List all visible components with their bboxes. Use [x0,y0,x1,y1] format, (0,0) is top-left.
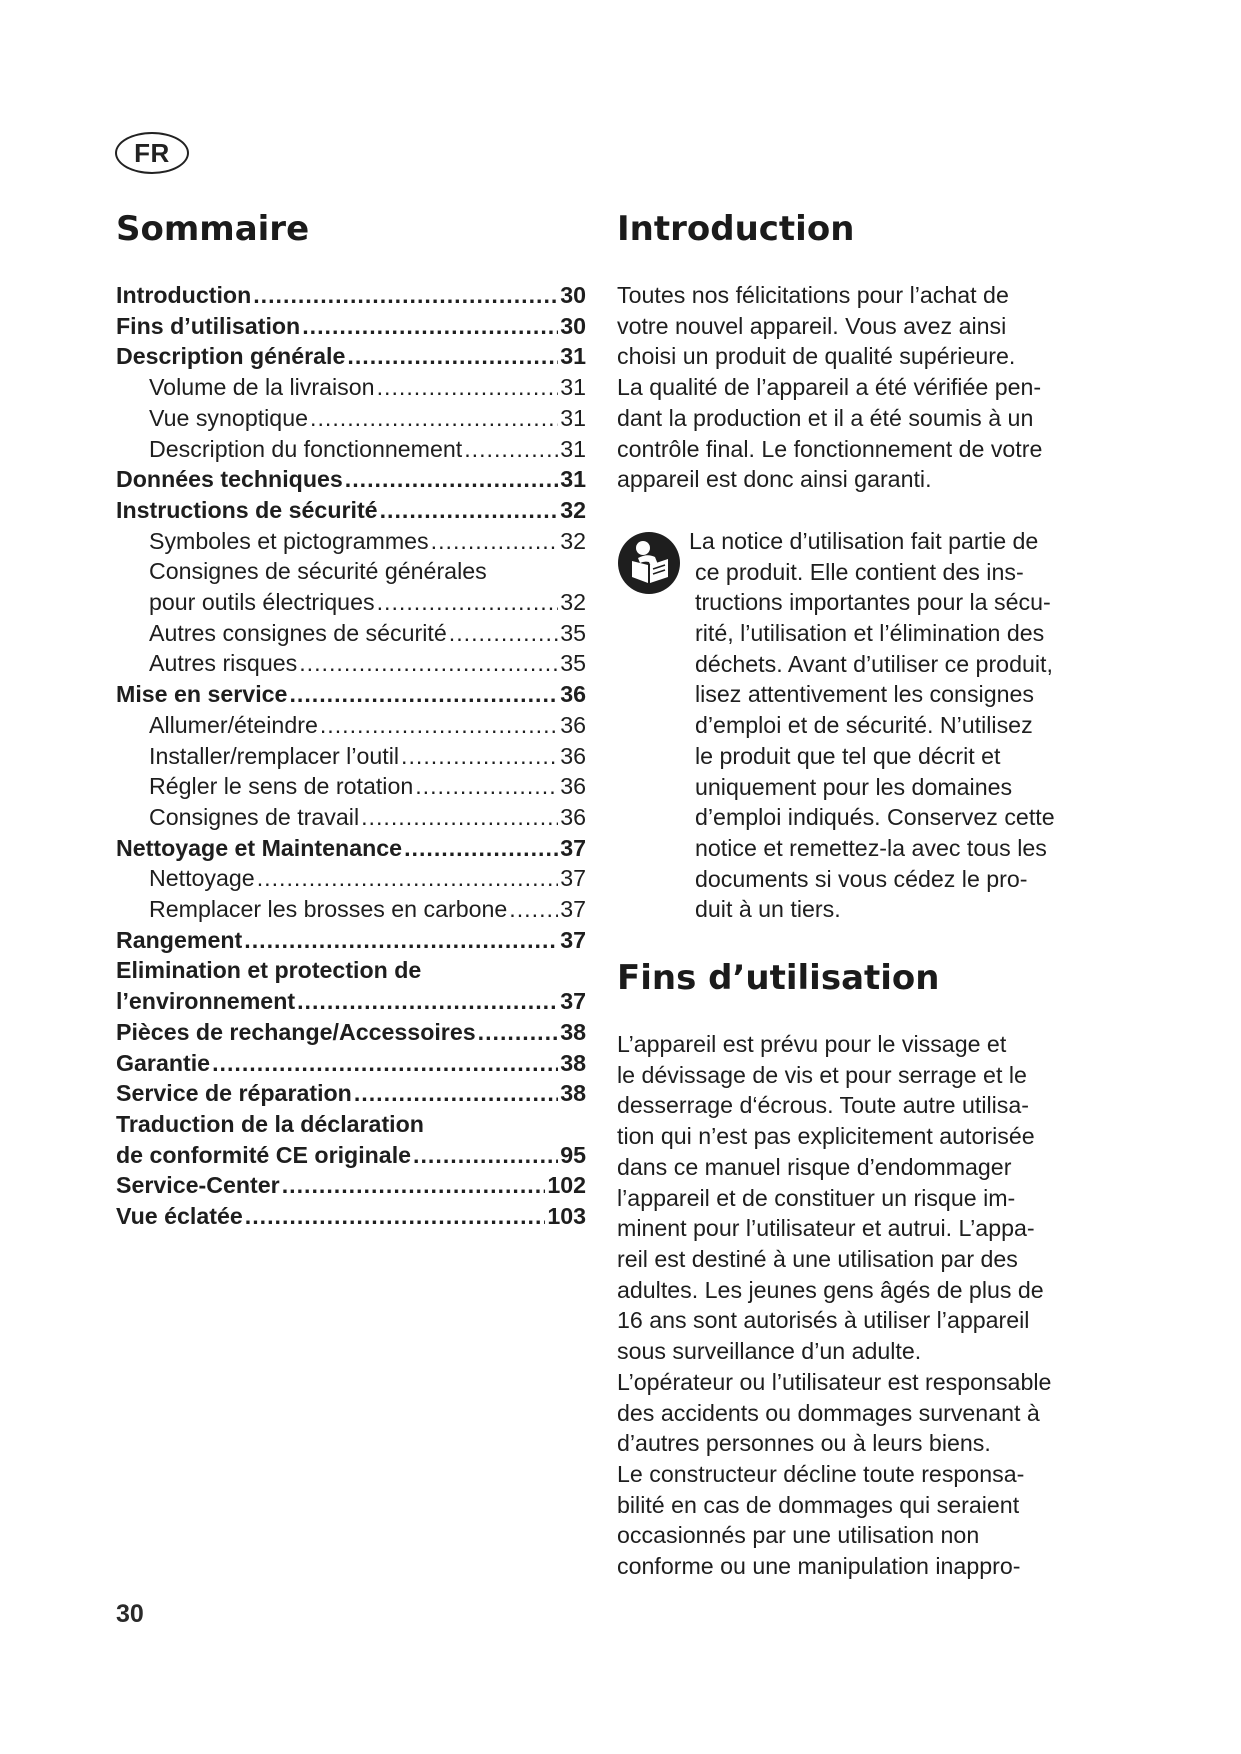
text-line: La notice d’utilisation fait partie de [689,527,1039,554]
toc-entry [116,1109,586,1140]
text-line: Toutes nos félicitations pour l’achat de [617,282,1009,308]
toc-leader-dots [299,648,558,679]
toc-entry-page: 36 [560,803,586,830]
intended-use-paragraph [617,1029,1097,1582]
toc-entry [116,1017,586,1048]
text-line: conforme ou une manipulation inappro- [617,1553,1021,1580]
text-line: tructions importantes pour la sécu- [695,589,1051,616]
text-line: duit à un tiers. [695,896,841,923]
toc-entry [116,311,586,342]
toc-leader-dots [377,372,559,403]
toc-entry-page: 38 [560,1080,586,1107]
text-line: le dévissage de vis et pour serrage et le [617,1061,1027,1088]
text-line: bilité en cas de dommages qui seraient [617,1491,1020,1518]
toc-leader-dots [509,894,558,925]
toc-entry [116,556,586,587]
toc-entry-title: l’environnement [116,988,296,1015]
toc-entry-page: 37 [560,988,586,1015]
toc-entry [116,741,586,772]
toc-entry-title: Mise en service [116,681,288,708]
toc-leader-dots [212,1048,558,1079]
toc-entry [116,341,586,372]
toc-entry-page: 31 [560,343,586,370]
toc-entry-title: Régler le sens de rotation [149,773,414,800]
read-manual-icon [617,531,681,595]
toc-entry-title: Nettoyage [149,865,255,892]
page-number: 30 [116,1600,144,1628]
text-line: l’appareil et de constituer un risque im- [617,1184,1016,1211]
toc-entry [116,1048,586,1079]
toc-leader-dots [345,464,558,495]
toc-entry-title: de conformité CE originale [116,1141,412,1168]
toc-entry-title: Garantie [116,1049,211,1076]
toc-entry-page: 38 [560,1018,586,1045]
toc-entry-page: 32 [560,527,586,554]
toc-entry [116,587,586,618]
text-line: notice et remettez-la avec tous les [695,834,1047,861]
text-line: L’appareil est prévu pour le vissage et [617,1031,1007,1058]
toc-entry [116,925,586,956]
toc-entry-title: Rangement [116,926,243,953]
toc-leader-dots [253,280,558,311]
toc-entry [116,955,586,986]
toc-heading: Sommaire [116,209,310,249]
toc-entry-page: 37 [560,834,586,861]
toc-leader-dots [415,771,558,802]
toc-entry [116,679,586,710]
text-line: reil est destiné à une utilisation par des [617,1245,1018,1272]
toc-list [116,280,586,1232]
toc-entry-title: Vue éclatée [116,1203,243,1230]
text-line: lisez attentivement les consignes [695,681,1034,708]
toc-entry-page: 30 [560,312,586,339]
toc-leader-dots [354,1078,558,1109]
toc-entry-title: Service de réparation [116,1080,352,1107]
text-line: choisi un produit de qualité supérieure. [617,343,1016,370]
toc-entry-page: 31 [560,374,586,401]
language-badge: FR [115,132,189,174]
text-line: d’autres personnes ou à leurs biens. [617,1430,991,1457]
toc-entry-page: 36 [560,711,586,738]
toc-entry-title: Consignes de travail [149,803,360,830]
text-line: d’emploi et de sécurité. N’utilisez [695,712,1033,739]
toc-entry-title: Consignes de sécurité générales [149,558,487,585]
introduction-heading: Introduction [617,209,855,249]
toc-entry [116,403,586,434]
toc-leader-dots [380,495,559,526]
text-line: adultes. Les jeunes gens âgés de plus de [617,1276,1044,1303]
toc-leader-dots [245,1201,546,1232]
table-of-contents [116,205,586,1232]
toc-leader-dots [464,434,558,465]
text-line: Le constructeur décline toute responsa- [617,1460,1025,1487]
toc-entry [116,464,586,495]
toc-leader-dots [320,710,558,741]
toc-entry-title: Volume de la livraison [149,374,375,401]
text-line: le produit que tel que décrit et [695,742,1001,769]
toc-entry-title: Pièces de rechange/Accessoires [116,1018,476,1045]
toc-entry-page: 32 [560,589,586,616]
text-line: uniquement pour les domaines [695,773,1013,800]
intended-use-heading: Fins d’utilisation [617,958,940,999]
toc-entry [116,1170,586,1201]
toc-entry [116,526,586,557]
toc-entry-page: 38 [560,1049,586,1076]
toc-entry-title: Instructions de sécurité [116,496,378,523]
toc-leader-dots [289,679,558,710]
text-line: documents si vous cédez le pro- [695,865,1028,892]
toc-entry [116,434,586,465]
text-line: ce produit. Elle contient des ins- [695,558,1024,585]
text-line: dant la production et il a été soumis à un [617,404,1034,431]
toc-entry-title: Vue synoptique [149,404,308,431]
toc-entry-page: 95 [560,1141,586,1168]
toc-entry-title: Description générale [116,343,346,370]
text-line: La qualité de l’appareil a été vérifiée pen- [617,374,1042,401]
toc-leader-dots [401,741,558,772]
toc-leader-dots [297,986,558,1017]
toc-entry-page: 36 [560,681,586,708]
toc-entry-title: Elimination et protection de [116,957,422,984]
toc-entry-page: 31 [560,404,586,431]
toc-entry-page: 37 [560,865,586,892]
content-column [617,205,1097,1582]
toc-entry-page: 37 [560,896,586,923]
toc-entry-title: Fins d’utilisation [116,312,301,339]
toc-entry [116,1078,586,1109]
introduction-paragraph [617,280,1097,495]
toc-entry-page: 36 [560,742,586,769]
toc-entry-title: Description du fonctionnement [149,435,463,462]
text-line: minent pour l’utilisateur et autrui. L’appa- [617,1215,1035,1242]
toc-leader-dots [302,311,558,342]
text-line: L’opérateur ou l’utilisateur est responsable [617,1368,1052,1395]
toc-leader-dots [257,863,559,894]
text-line: tion qui n’est pas explicitement autorisée [617,1123,1035,1150]
toc-entry-title: Nettoyage et Maintenance [116,834,403,861]
toc-leader-dots [347,341,558,372]
toc-entry-title: Introduction [116,282,252,308]
toc-leader-dots [449,618,558,649]
text-line: appareil est donc ainsi garanti. [617,466,932,493]
toc-leader-dots [244,925,558,956]
toc-entry-page: 31 [560,435,586,462]
toc-entry-title: Remplacer les brosses en carbone [149,896,508,923]
toc-entry [116,710,586,741]
toc-entry [116,894,586,925]
toc-entry-page: 37 [560,926,586,953]
text-line: votre nouvel appareil. Vous avez ainsi [617,312,1007,339]
text-line: dans ce manuel risque d’endommager [617,1153,1012,1180]
toc-entry [116,771,586,802]
toc-entry-title: Symboles et pictogrammes [149,527,429,554]
toc-leader-dots [377,587,559,618]
toc-entry-page: 35 [560,650,586,677]
text-line: desserrage d‘écrous. Toute autre utilisa- [617,1092,1030,1119]
toc-entry-page: 35 [560,619,586,646]
toc-entry-title: pour outils électriques [149,589,375,616]
text-line: rité, l’utilisation et l’élimination des [695,620,1045,647]
toc-entry-title: Autres risques [149,650,298,677]
toc-entry [116,986,586,1017]
manual-note [617,526,1097,925]
toc-entry-title: Données techniques [116,466,343,493]
toc-entry-page: 31 [560,466,586,493]
text-line: contrôle final. Le fonctionnement de votre [617,435,1043,462]
toc-entry-title: Installer/remplacer l’outil [149,742,400,769]
toc-leader-dots [404,833,558,864]
toc-entry [116,1201,586,1232]
toc-entry [116,372,586,403]
text-line: sous surveillance d’un adulte. [617,1338,922,1365]
toc-entry-page: 30 [560,282,586,308]
text-line: occasionnés par une utilisation non [617,1522,980,1549]
toc-entry [116,618,586,649]
toc-entry-title: Service-Center [116,1172,280,1199]
toc-entry [116,802,586,833]
toc-entry [116,1140,586,1171]
toc-entry [116,280,586,311]
toc-entry-title: Traduction de la déclaration [116,1110,424,1137]
text-line: déchets. Avant d’utiliser ce produit, [695,650,1053,677]
toc-entry-page: 32 [560,496,586,523]
toc-leader-dots [431,526,559,557]
toc-entry-title: Autres consignes de sécurité [149,619,447,646]
toc-entry-page: 103 [547,1203,586,1230]
text-line: 16 ans sont autorisés à utiliser l’appareil [617,1307,1030,1334]
toc-leader-dots [478,1017,559,1048]
text-line: des accidents ou dommages survenant à [617,1399,1040,1426]
toc-entry-title: Allumer/éteindre [149,711,318,738]
toc-entry [116,833,586,864]
text-line: d’emploi indiqués. Conservez cette [695,804,1055,831]
toc-leader-dots [361,802,558,833]
toc-entry [116,495,586,526]
toc-entry-page: 36 [560,773,586,800]
toc-leader-dots [413,1140,558,1171]
toc-leader-dots [282,1170,546,1201]
toc-entry [116,648,586,679]
toc-entry [116,863,586,894]
toc-leader-dots [310,403,558,434]
toc-entry-page: 102 [547,1172,586,1199]
manual-note-text [689,526,1097,925]
